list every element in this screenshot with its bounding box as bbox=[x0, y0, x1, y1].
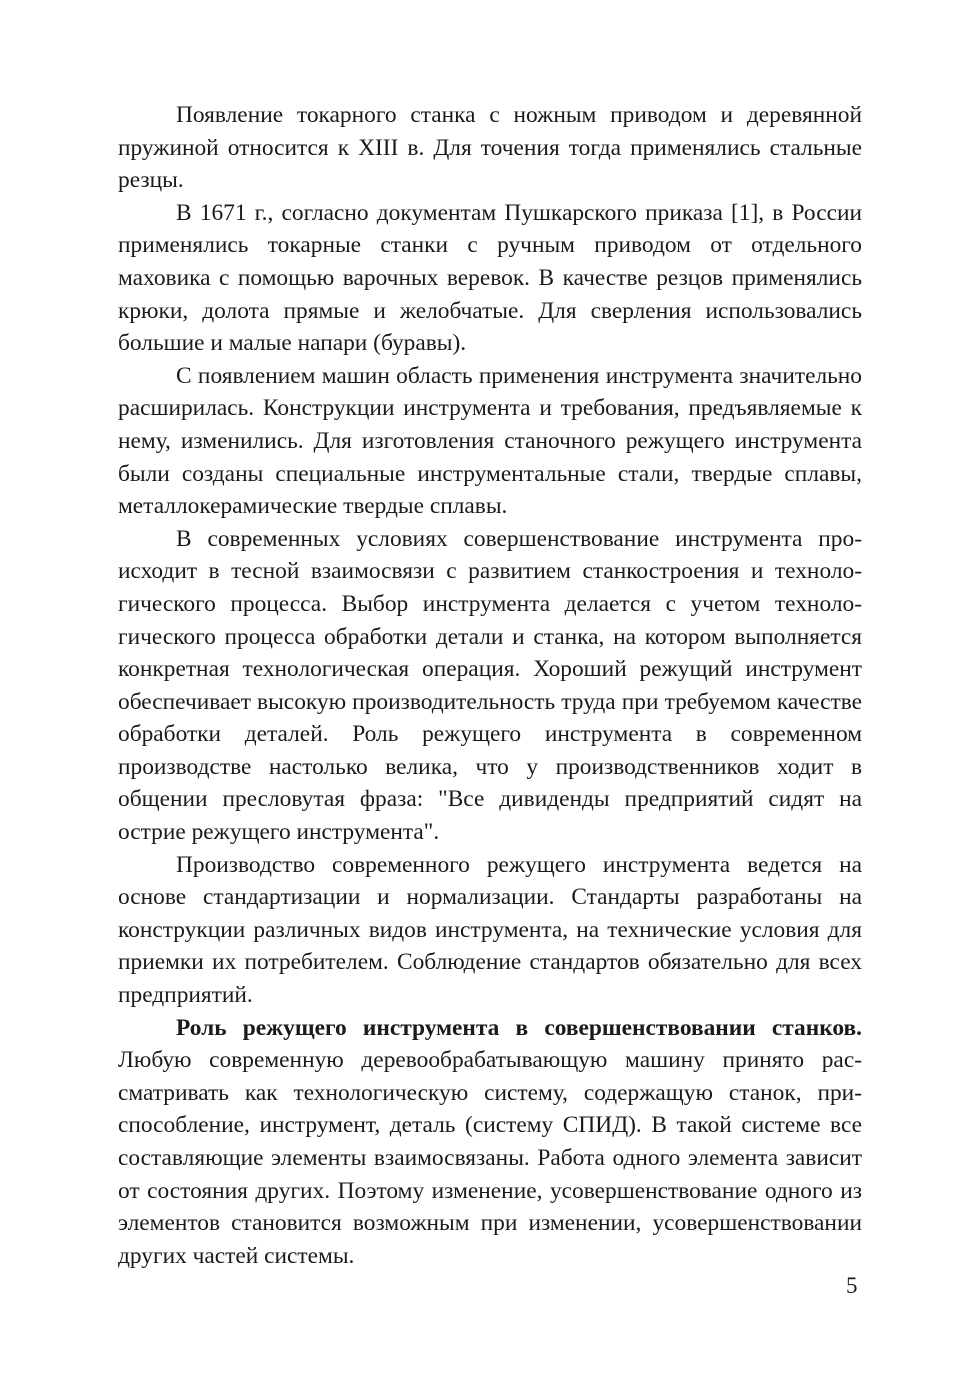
paragraph-pushkarsky-prikaz bbox=[118, 197, 862, 360]
paragraph-modern-conditions bbox=[118, 523, 862, 849]
paragraph-text: Производство современного режущего инструмента ведется на основе стандартизации и нормализации. Стандарты разработаны на конструкции различных видов инструмента, на технические условия для приемки их потребителем. Соблюдение стандартов обязательно для всех предприятий. bbox=[118, 851, 862, 1009]
page-number: 5 bbox=[846, 1273, 858, 1298]
paragraph-text: Любую современную деревообрабатывающую машину принято рассматривать как технологическую систему, содержащую станок, приспособление, инструмент, деталь (систему СПИД). В такой системе все составляющие элементы взаимосвязаны. Работа одного элемента зависит от состояния других. Поэтому изменение, усовершенствование одного из элементов становится возможным при изменении, усовершенствовании других частей системы. bbox=[118, 1047, 862, 1269]
paragraph-lathe-origin bbox=[118, 99, 862, 197]
paragraph-bold-lead: Роль режущего инструмента в совершенствовании станков. bbox=[176, 1014, 862, 1041]
paragraph-standardization bbox=[118, 849, 862, 1012]
body-text bbox=[118, 99, 862, 1272]
paragraph-text: С появлением машин область применения инструмента значительно расширилась. Конструкции инструмента и требования, предъявляемые к нему, изменились. Для изготовления станочного режущего инструмента были созданы специальные инструментальные стали, твердые сплавы, металлокерамические твердые сплавы. bbox=[118, 362, 862, 520]
paragraph-machines-appearance bbox=[118, 360, 862, 523]
paragraph-tool-role-in-machines bbox=[118, 1012, 862, 1273]
paragraph-text: В 1671 г., согласно документам Пушкарского приказа [1], в России применялись токарные станки с ручным приводом от отдельного маховика с помощью варочных веревок. В качестве резцов применялись крюки, долота прямые и желобчатые. Для сверления использовались большие и малые напари (буравы). bbox=[118, 199, 862, 357]
paragraph-text: Появление токарного станка с ножным приводом и деревянной пружиной относится к XIII в. Для точения тогда применялись стальные резцы. bbox=[118, 102, 862, 194]
paragraph-text: В современных условиях совершенствование инструмента происходит в тесной взаимосвязи с развитием станкостроения и технологического процесса. Выбор инструмента делается с учетом технологического процесса обработки детали и станка, на котором выполняется конкретная технологическая операция. Хороший режущий инструмент обеспечивает высокую производительность труда при требуемом качестве обработки деталей. Роль режущего инструмента в современном производстве настолько велика, что у производственников ходит в общении пресловутая фраза: "Все дивиденды предприятий сидят на острие режущего инструмента". bbox=[118, 525, 862, 846]
